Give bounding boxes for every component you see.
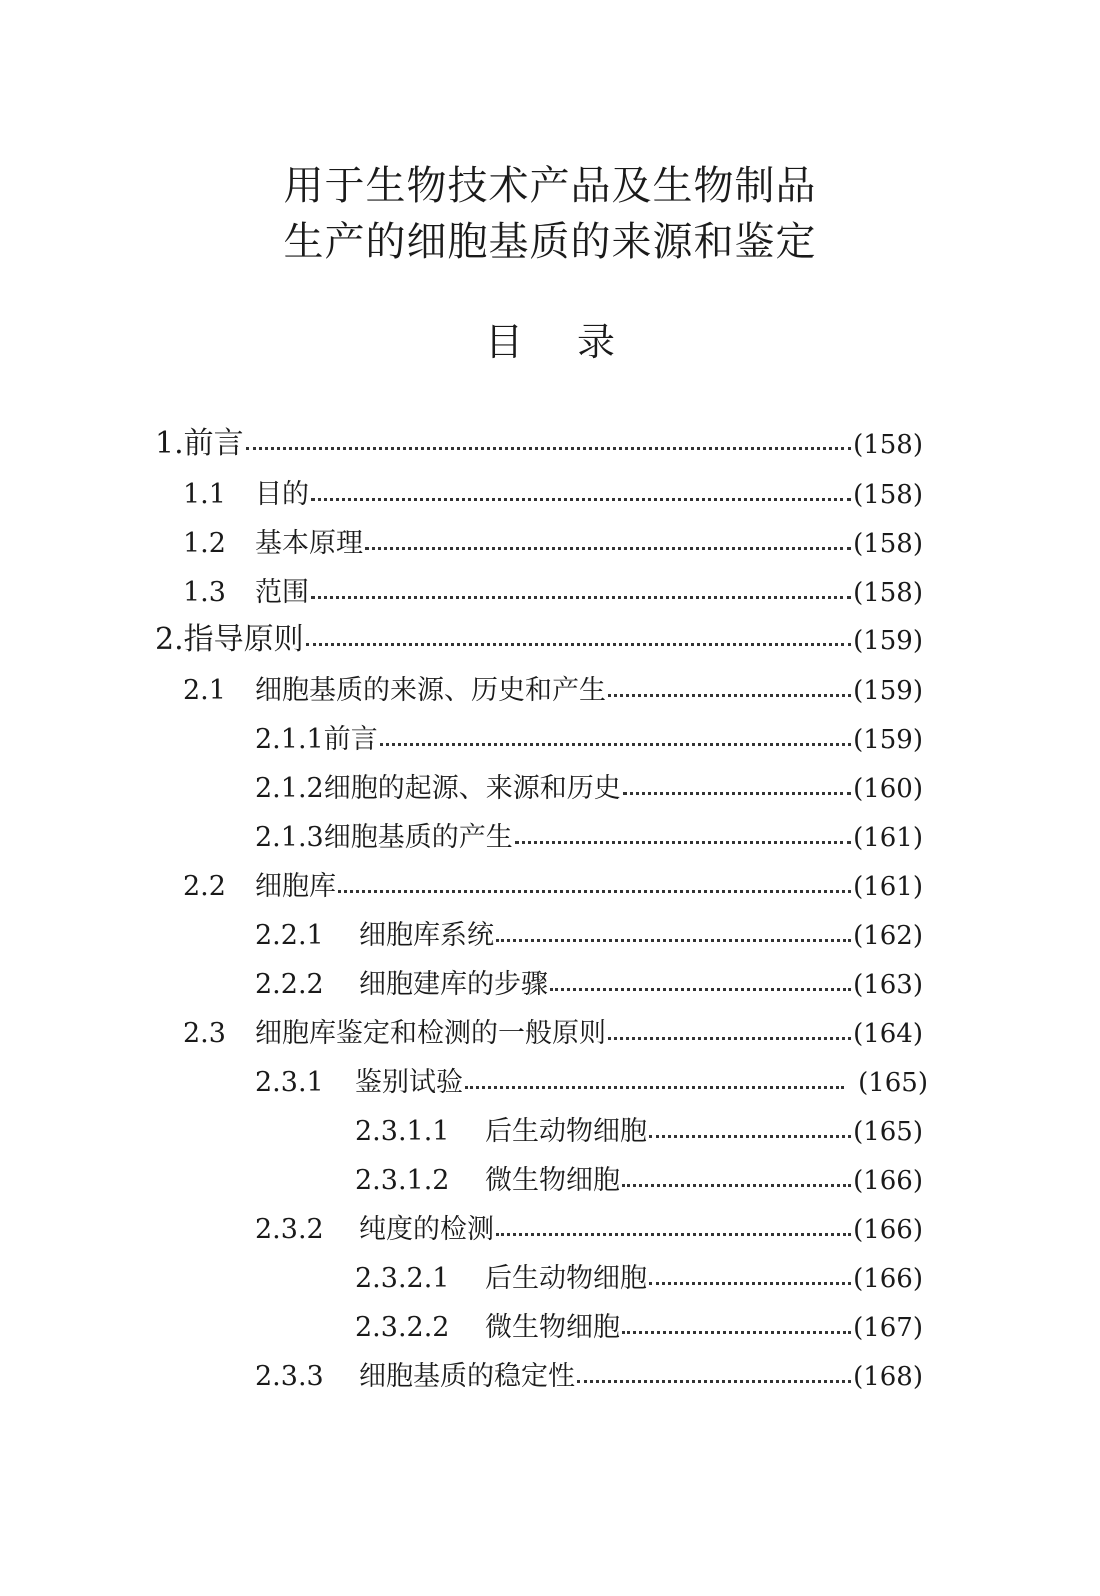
toc-entry-number: 2.3	[183, 1018, 226, 1049]
toc-entry[interactable]	[183, 524, 923, 564]
toc-entry-label: 细胞基质的稳定性	[359, 1361, 575, 1392]
toc-entry-page: (167)	[853, 1313, 923, 1343]
toc-entry-page: (165)	[858, 1068, 928, 1098]
toc-entry-page: (164)	[853, 1019, 923, 1049]
toc-entry-label: 前言	[183, 426, 244, 461]
toc-entry-label: 细胞基质的产生	[323, 822, 513, 853]
toc-entry-page: (166)	[853, 1215, 923, 1245]
toc-entry-number: 2.3.1.2	[355, 1165, 450, 1196]
toc-entry[interactable]	[255, 1357, 923, 1397]
toc-entry-label: 细胞的起源、来源和历史	[323, 773, 621, 804]
dot-leader	[465, 1086, 844, 1089]
toc-entry[interactable]	[183, 573, 923, 613]
toc-entry-page: (161)	[853, 823, 923, 853]
toc-entry-page: (158)	[853, 578, 923, 608]
dot-leader	[496, 1233, 851, 1236]
dot-leader	[246, 447, 851, 450]
toc-entry-number: 2.2.1	[255, 920, 324, 951]
toc-entry-page: (161)	[853, 872, 923, 902]
dot-leader	[380, 743, 851, 746]
toc-entry[interactable]	[355, 1259, 923, 1299]
dot-leader	[311, 498, 851, 501]
toc-entry-label: 范围	[255, 577, 309, 608]
toc-entry-label: 细胞基质的来源、历史和产生	[255, 675, 606, 706]
dot-leader	[306, 643, 851, 646]
toc-entry[interactable]	[355, 1308, 923, 1348]
title-line-1: 用于生物技术产品及生物制品	[283, 163, 817, 209]
toc-entry[interactable]	[255, 818, 923, 858]
toc-heading-part-1: 目	[484, 320, 523, 364]
toc-entry-page: (168)	[853, 1362, 923, 1392]
toc-entry[interactable]	[255, 720, 923, 760]
toc-entry-number: 2.2	[183, 871, 226, 902]
toc-entry-number: 2.3.1.1	[355, 1116, 450, 1147]
dot-leader	[311, 596, 851, 599]
dot-leader	[649, 1135, 851, 1138]
toc-entry[interactable]	[255, 1063, 928, 1103]
toc-entry-number: 2.3.2	[255, 1214, 324, 1245]
dot-leader	[515, 841, 851, 844]
toc-entry[interactable]	[255, 1210, 923, 1250]
dot-leader	[608, 1037, 851, 1040]
toc-entry-label: 纯度的检测	[359, 1214, 494, 1245]
toc-entry-page: (159)	[853, 676, 923, 706]
toc-entry-label: 目的	[255, 479, 309, 510]
dot-leader	[622, 1184, 851, 1187]
toc-entry-label: 后生动物细胞	[485, 1116, 647, 1147]
toc-entry-number: 1.2	[183, 528, 226, 559]
toc-entry-number: 2.3.1	[255, 1067, 324, 1098]
toc-entry[interactable]	[183, 671, 923, 711]
toc-entry-number: 2.3.2.2	[355, 1312, 450, 1343]
toc-heading-part-2: 录	[577, 320, 616, 364]
toc-heading	[0, 318, 1100, 366]
toc-entry[interactable]	[155, 424, 923, 464]
toc-entry-page: (158)	[853, 480, 923, 510]
toc-entry-page: (165)	[853, 1117, 923, 1147]
toc-entry-label: 前言	[323, 724, 378, 755]
toc-entry-label: 细胞库	[255, 871, 336, 902]
toc-entry[interactable]	[355, 1112, 923, 1152]
toc-entry-label: 细胞建库的步骤	[359, 969, 548, 1000]
toc-entry-label: 细胞库鉴定和检测的一般原则	[255, 1018, 606, 1049]
toc-entry[interactable]	[155, 620, 923, 660]
toc-entry-number: 1.1	[183, 479, 226, 510]
dot-leader	[577, 1380, 851, 1383]
toc-entry[interactable]	[183, 475, 923, 515]
dot-leader	[338, 890, 851, 893]
toc-entry-page: (159)	[853, 626, 923, 656]
document-title	[0, 158, 1100, 270]
toc-entry-number: 2.	[155, 622, 184, 657]
toc-entry-label: 后生动物细胞	[485, 1263, 647, 1294]
toc-entry[interactable]	[255, 965, 923, 1005]
toc-entry-page: (159)	[853, 725, 923, 755]
toc-entry-number: 2.1.2	[255, 773, 324, 804]
toc-entry-label: 微生物细胞	[485, 1312, 620, 1343]
toc-entry-page: (163)	[853, 970, 923, 1000]
title-line-2: 生产的细胞基质的来源和鉴定	[283, 219, 817, 265]
toc-entry-number: 2.3.3	[255, 1361, 324, 1392]
toc-entry-page: (160)	[853, 774, 923, 804]
toc-entry-label: 鉴别试验	[355, 1067, 463, 1098]
dot-leader	[496, 939, 851, 942]
toc-entry-page: (158)	[853, 529, 923, 559]
toc-entry-page: (166)	[853, 1166, 923, 1196]
toc-entry-number: 2.1.3	[255, 822, 324, 853]
toc-entry[interactable]	[183, 1014, 923, 1054]
toc-entry-number: 2.1.1	[255, 724, 324, 755]
dot-leader	[365, 547, 851, 550]
toc-entry-label: 微生物细胞	[485, 1165, 620, 1196]
dot-leader	[649, 1282, 851, 1285]
dot-leader	[608, 694, 851, 697]
toc-entry-label: 基本原理	[255, 528, 363, 559]
toc-entry[interactable]	[255, 916, 923, 956]
dot-leader	[550, 988, 851, 991]
dot-leader	[623, 792, 851, 795]
toc-entry-number: 2.3.2.1	[355, 1263, 450, 1294]
toc-entry[interactable]	[255, 769, 923, 809]
toc-entry-page: (158)	[853, 430, 923, 460]
toc-entry-number: 2.2.2	[255, 969, 324, 1000]
toc-entry[interactable]	[355, 1161, 923, 1201]
toc-entry-number: 1.3	[183, 577, 226, 608]
dot-leader	[622, 1331, 851, 1334]
toc-entry-label: 指导原则	[183, 622, 304, 657]
toc-entry-page: (162)	[853, 921, 923, 951]
toc-entry-label: 细胞库系统	[359, 920, 494, 951]
toc-entry-number: 2.1	[183, 675, 226, 706]
toc-entry[interactable]	[183, 867, 923, 907]
toc-entry-page: (166)	[853, 1264, 923, 1294]
toc-entry-number: 1.	[155, 426, 184, 461]
